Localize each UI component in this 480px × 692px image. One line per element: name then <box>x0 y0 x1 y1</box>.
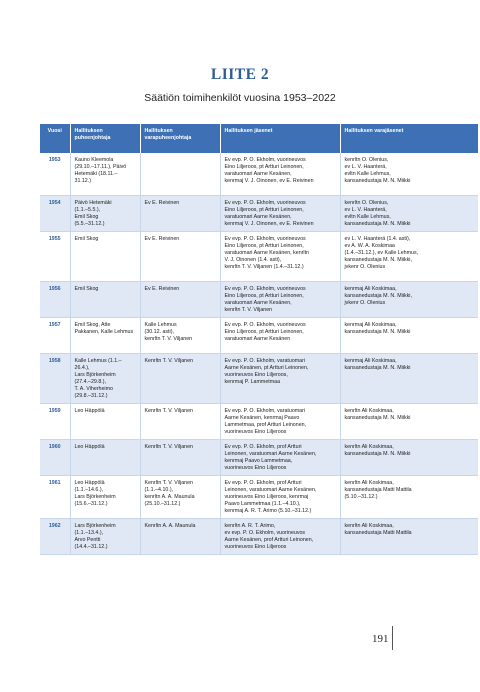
cell-chair: Lars Björkenheim (1.1.–13.4.), Arvo Pentti (14.4.–31.12.) <box>70 518 140 554</box>
cell-vice-chair: Kenrltn A. A. Maunula <box>140 518 220 554</box>
cell-vice-chair <box>140 153 220 195</box>
table-row <box>40 281 478 317</box>
cell-members: Ev evp. P. O. Ekholm, varatuomari Aarne Kesänen, kenrmaj Paavo Lammetmaa, prof Artturi Leinonen, vuorineuvos Eino Liljeroos <box>220 403 340 439</box>
cell-vice-chair: Kenrltn T. V. Viljanen (1.1.–4.10.), kenrltn A. A. Maunula (25.10.–31.12.) <box>140 475 220 518</box>
cell-deputies: kenrltn Ali Koskimaa, kansanedustaja M. N. Miikki <box>340 403 478 439</box>
cell-year: 1953 <box>40 153 70 195</box>
cell-vice-chair: Ev E. Reivinen <box>140 195 220 231</box>
header-deputies: Hallituksen varajäsenet <box>340 124 478 153</box>
page-title: LIITE 2 <box>210 66 270 83</box>
header-year: Vuosi <box>40 124 70 153</box>
cell-vice-chair: Ev E. Reivinen <box>140 281 220 317</box>
cell-vice-chair: Kalle Lehmus (30.12. asti), kenrltn T. V. Viljanen <box>140 317 220 353</box>
cell-deputies: kenrltn O. Olenius, ev L. V. Haanterä, evltn Kalle Lehmus, kansanedustaja M. N. Miikki <box>340 195 478 231</box>
cell-year: 1959 <box>40 403 70 439</box>
cell-chair: Emil Skog <box>70 231 140 281</box>
header-chair: Hallituksen puheenjohtaja <box>70 124 140 153</box>
cell-deputies: kenrltn O. Olenius, ev L. V. Haanterä, evltn Kalle Lehmus, kansanedustaja M. N. Miikki <box>340 153 478 195</box>
page-number: 191 <box>372 633 389 645</box>
cell-year: 1956 <box>40 281 70 317</box>
cell-chair: Emil Skog, Atte Pakkanen, Kalle Lehmus <box>70 317 140 353</box>
table-row <box>40 195 478 231</box>
cell-chair: Leo Häppölä <box>70 403 140 439</box>
cell-members: Ev evp. P. O. Ekholm, vuorineuvos Eino Liljeroos, pt Artturi Leinonen, varatuomari Aarne Kesänen, kenrmaj V. J. Oinonen, ev E. Reivinen <box>220 195 340 231</box>
cell-year: 1955 <box>40 231 70 281</box>
cell-chair: Kalle Lehmus (1.1.–26.4.), Lars Björkenheim (27.4.–29.8.), T. A. Viherheimo (29.8.–31.12.) <box>70 353 140 403</box>
table-row <box>40 353 478 403</box>
cell-chair: Leo Häppölä <box>70 439 140 475</box>
cell-year: 1957 <box>40 317 70 353</box>
table-body <box>40 153 478 554</box>
cell-deputies: kenrmaj Ali Koskimaa, kansanedustaja M. N. Miikki <box>340 317 478 353</box>
cell-members: Ev evp. P. O. Ekholm, vuorineuvos Eino Liljeroos, pt Artturi Leinonen, varatuomari Aarne Kesänen <box>220 317 340 353</box>
cell-deputies: kenrltn Ali Koskimaa, kansanedustaja Matti Mattila <box>340 518 478 554</box>
cell-members: Ev evp. P. O. Ekholm, vuorineuvos Eino Liljeroos, pt Artturi Leinonen, varatuomari Aarne Kesänen, kenrltn V. J. Oinonen (1.4. asti), kenrltn T. V. Viljanen (1.4.–31.12.) <box>220 231 340 281</box>
cell-members: Ev evp. P. O. Ekholm, prof Artturi Leinonen, varatuomari Aarne Kesänen, kenrmaj Paavo Lammetmaa, vuorineuvos Eino Liljeroos <box>220 439 340 475</box>
table-row <box>40 231 478 281</box>
table-row <box>40 153 478 195</box>
page-number-divider <box>392 626 393 650</box>
cell-year: 1958 <box>40 353 70 403</box>
table-row <box>40 439 478 475</box>
table-header-row <box>40 124 478 153</box>
cell-deputies: kenrltn Ali Koskimaa, kansanedustaja M. N. Miikki <box>340 439 478 475</box>
cell-year: 1960 <box>40 439 70 475</box>
cell-chair: Emil Skog <box>70 281 140 317</box>
cell-members: Ev evp. P. O. Ekholm, varatuomari Aarne Kesänen, pt Artturi Leinonen, vuorineuvos Eino Liljeroos, kenrmaj P. Lammetmaa <box>220 353 340 403</box>
cell-year: 1962 <box>40 518 70 554</box>
cell-members: kenrltn A. R. T. Arimo, ev evp. P. O. Ekholm, vuorineuvos Aarne Kesänen, prof Artturi Leinonen, vuorineuvos Eino Liljeroos <box>220 518 340 554</box>
cell-vice-chair: Kenrltn T. V. Viljanen <box>140 403 220 439</box>
header-vice-chair: Hallituksen varapuheenjohtaja <box>140 124 220 153</box>
table-row <box>40 518 478 554</box>
cell-deputies: kenrmaj Ali Koskimaa, kansanedustaja M. N. Miikki <box>340 353 478 403</box>
officials-table <box>40 124 478 555</box>
cell-members: Ev evp. P. O. Ekholm, prof Artturi Leinonen, varatuomari Aarne Kesänen, vuorineuvos Eino Liljeroos, kenrmaj Paavo Lammetmaa (1.1.–4.10.), kenrmaj A. R. T. Arimo (5.10.–31.12.) <box>220 475 340 518</box>
cell-vice-chair: Ev E. Reivinen <box>140 231 220 281</box>
cell-vice-chair: Kenrltn T. V. Viljanen <box>140 439 220 475</box>
table-row <box>40 317 478 353</box>
cell-deputies: kenrltn Ali Koskimaa, kansanedustaja Matti Mattila (5.10.–31.12.) <box>340 475 478 518</box>
cell-year: 1961 <box>40 475 70 518</box>
header-members: Hallituksen jäsenet <box>220 124 340 153</box>
cell-chair: Päivö Hetemäki (1.1.–5.5.), Emil Skog (5.5.–31.12.) <box>70 195 140 231</box>
table-row <box>40 403 478 439</box>
page-subtitle: Säätiön toimihenkilöt vuosina 1953–2022 <box>144 92 336 104</box>
cell-vice-chair: Kenrltn T. V. Viljanen <box>140 353 220 403</box>
cell-members: Ev evp. P. O. Ekholm, vuorineuvos Eino Liljeroos, pt Artturi Leinonen, varatuomari Aarne Kesänen, kenrltn T. V. Viljanen <box>220 281 340 317</box>
cell-deputies: ev L. V. Haanterä (1.4. asti), ev A. W. A. Koskimaa (1.4.–31.12.), ev Kalle Lehmus, kansanedustaja M. N. Miikki, jvkenr O. Olenius <box>340 231 478 281</box>
cell-year: 1954 <box>40 195 70 231</box>
table-row <box>40 475 478 518</box>
cell-chair: Kauno Kleemola (29.10.–17.11.), Päivö Hetemäki (18.11.– 31.12.) <box>70 153 140 195</box>
cell-chair: Leo Häppölä (1.1.–14.6.), Lars Björkenheim (15.6.–31.12.) <box>70 475 140 518</box>
cell-members: Ev evp. P. O. Ekholm, vuorineuvos Eino Liljeroos, pt Artturi Leinonen, varatuomari Aarne Kesänen, kenrmaj V. J. Oinonen, ev E. Reivinen <box>220 153 340 195</box>
cell-deputies: kenrmaj Ali Koskimaa, kansanedustaja M. N. Miikki, jvkenr O. Olenius <box>340 281 478 317</box>
